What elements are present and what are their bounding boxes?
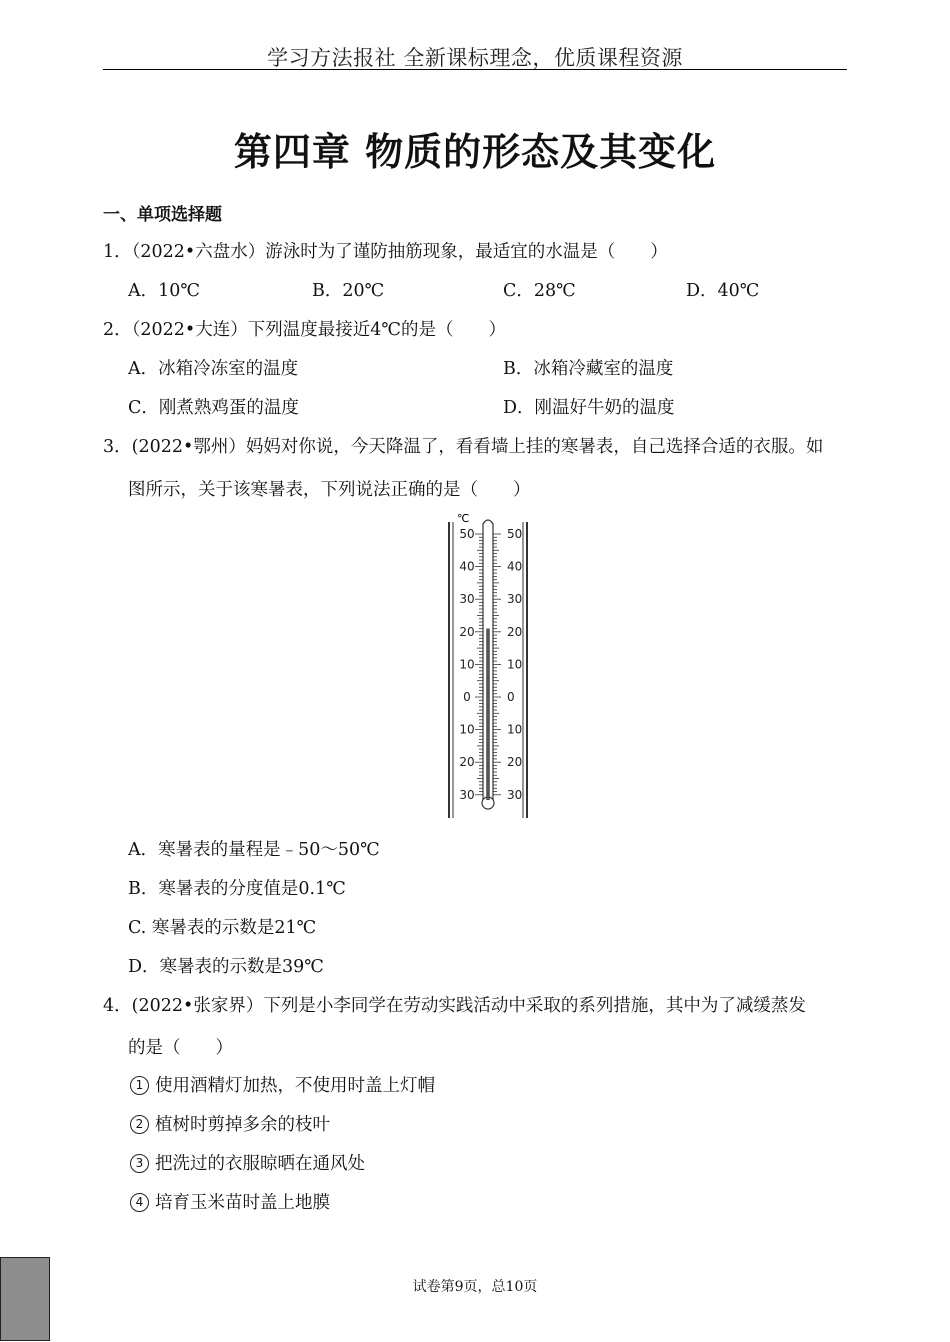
q3-stem-line2: 图所示，关于该寒暑表，下列说法正确的是（ ）	[128, 480, 531, 500]
thermometer-label-left: 30	[459, 592, 475, 607]
thermometer-figure	[443, 508, 533, 824]
q1-stem: 1．（2022•六盘水）游泳时为了谨防抽筋现象，最适宜的水温是（ ）	[103, 242, 668, 262]
q2-option-d: D．刚温好牛奶的温度	[503, 398, 675, 418]
q3-option-a: A．寒暑表的量程是﹣50～50℃	[128, 840, 380, 860]
q1-option-a: A．10℃	[128, 281, 200, 301]
section-heading: 一、单项选择题	[103, 205, 222, 225]
thermometer-label-left: 30	[459, 787, 475, 802]
thermometer-label-right: 20	[507, 755, 523, 770]
thermometer-label-left: 20	[459, 624, 475, 639]
q2-stem: 2．（2022•大连）下列温度最接近4℃的是（ ）	[103, 320, 506, 340]
q2-option-b: B．冰箱冷藏室的温度	[503, 359, 674, 379]
chapter-title: 第四章 物质的形态及其变化	[233, 129, 717, 174]
q3-option-b: B．寒暑表的分度值是0.1℃	[128, 879, 346, 899]
q4-stem-line1: 4．(2022•张家界）下列是小李同学在劳动实践活动中采取的系列措施，其中为了减缓蒸发	[103, 996, 806, 1016]
circled-number-icon: 2	[130, 1115, 149, 1134]
q4-item-text: 使用酒精灯加热，不使用时盖上灯帽	[155, 1076, 435, 1096]
q3-stem-line1: 3．(2022•鄂州）妈妈对你说，今天降温了，看看墙上挂的寒暑表，自己选择合适的衣服。如	[103, 437, 824, 457]
thermometer-label-left: 40	[459, 559, 475, 574]
thermometer-label-right: 10	[507, 722, 523, 737]
thermometer-liquid	[486, 629, 490, 800]
q2-option-c: C．刚煮熟鸡蛋的温度	[128, 398, 299, 418]
page-header: 学习方法报社 全新课标理念，优质课程资源	[267, 46, 683, 70]
thermometer-label-right: 40	[507, 559, 523, 574]
q4-item-text: 把洗过的衣服晾晒在通风处	[155, 1154, 365, 1174]
thermometer-label-right: 30	[507, 592, 523, 607]
thermometer-label-left: 50	[459, 527, 475, 541]
q1-option-b: B．20℃	[312, 281, 385, 301]
thermometer-label-left: 10	[459, 722, 475, 737]
thermometer-label-right: 10	[507, 657, 523, 672]
thermometer-label-right: 50	[507, 527, 523, 541]
circled-number-icon: 3	[130, 1154, 149, 1173]
q1-option-c: C．28℃	[503, 281, 576, 301]
circled-number-icon: 4	[130, 1193, 149, 1212]
thermometer-label-right: 0	[507, 690, 515, 704]
q1-option-d: D．40℃	[686, 281, 760, 301]
q4-item	[130, 1072, 435, 1097]
header-rule	[103, 69, 847, 70]
thermometer-label-left: 0	[463, 690, 471, 704]
thermometer-label-left: 20	[459, 755, 475, 770]
q3-option-c: C. 寒暑表的示数是21℃	[128, 918, 317, 938]
q4-item	[130, 1150, 365, 1175]
thermometer-label-right: 30	[507, 787, 523, 802]
thermometer-label-right: 20	[507, 624, 523, 639]
page-footer: 试卷第9页，总10页	[412, 1279, 538, 1295]
q4-item-text: 植树时剪掉多余的枝叶	[155, 1115, 330, 1135]
corner-block	[0, 1257, 50, 1341]
q3-option-d: D．寒暑表的示数是39℃	[128, 957, 324, 977]
q4-item-text: 培育玉米苗时盖上地膜	[155, 1193, 330, 1213]
thermometer-unit: ℃	[457, 512, 470, 525]
q4-item	[130, 1111, 330, 1136]
circled-number-icon: 1	[130, 1076, 149, 1095]
thermometer-label-left: 10	[459, 657, 475, 672]
q2-option-a: A．冰箱冷冻室的温度	[128, 359, 299, 379]
q4-stem-line2: 的是（ ）	[128, 1038, 233, 1058]
q4-item	[130, 1189, 330, 1214]
